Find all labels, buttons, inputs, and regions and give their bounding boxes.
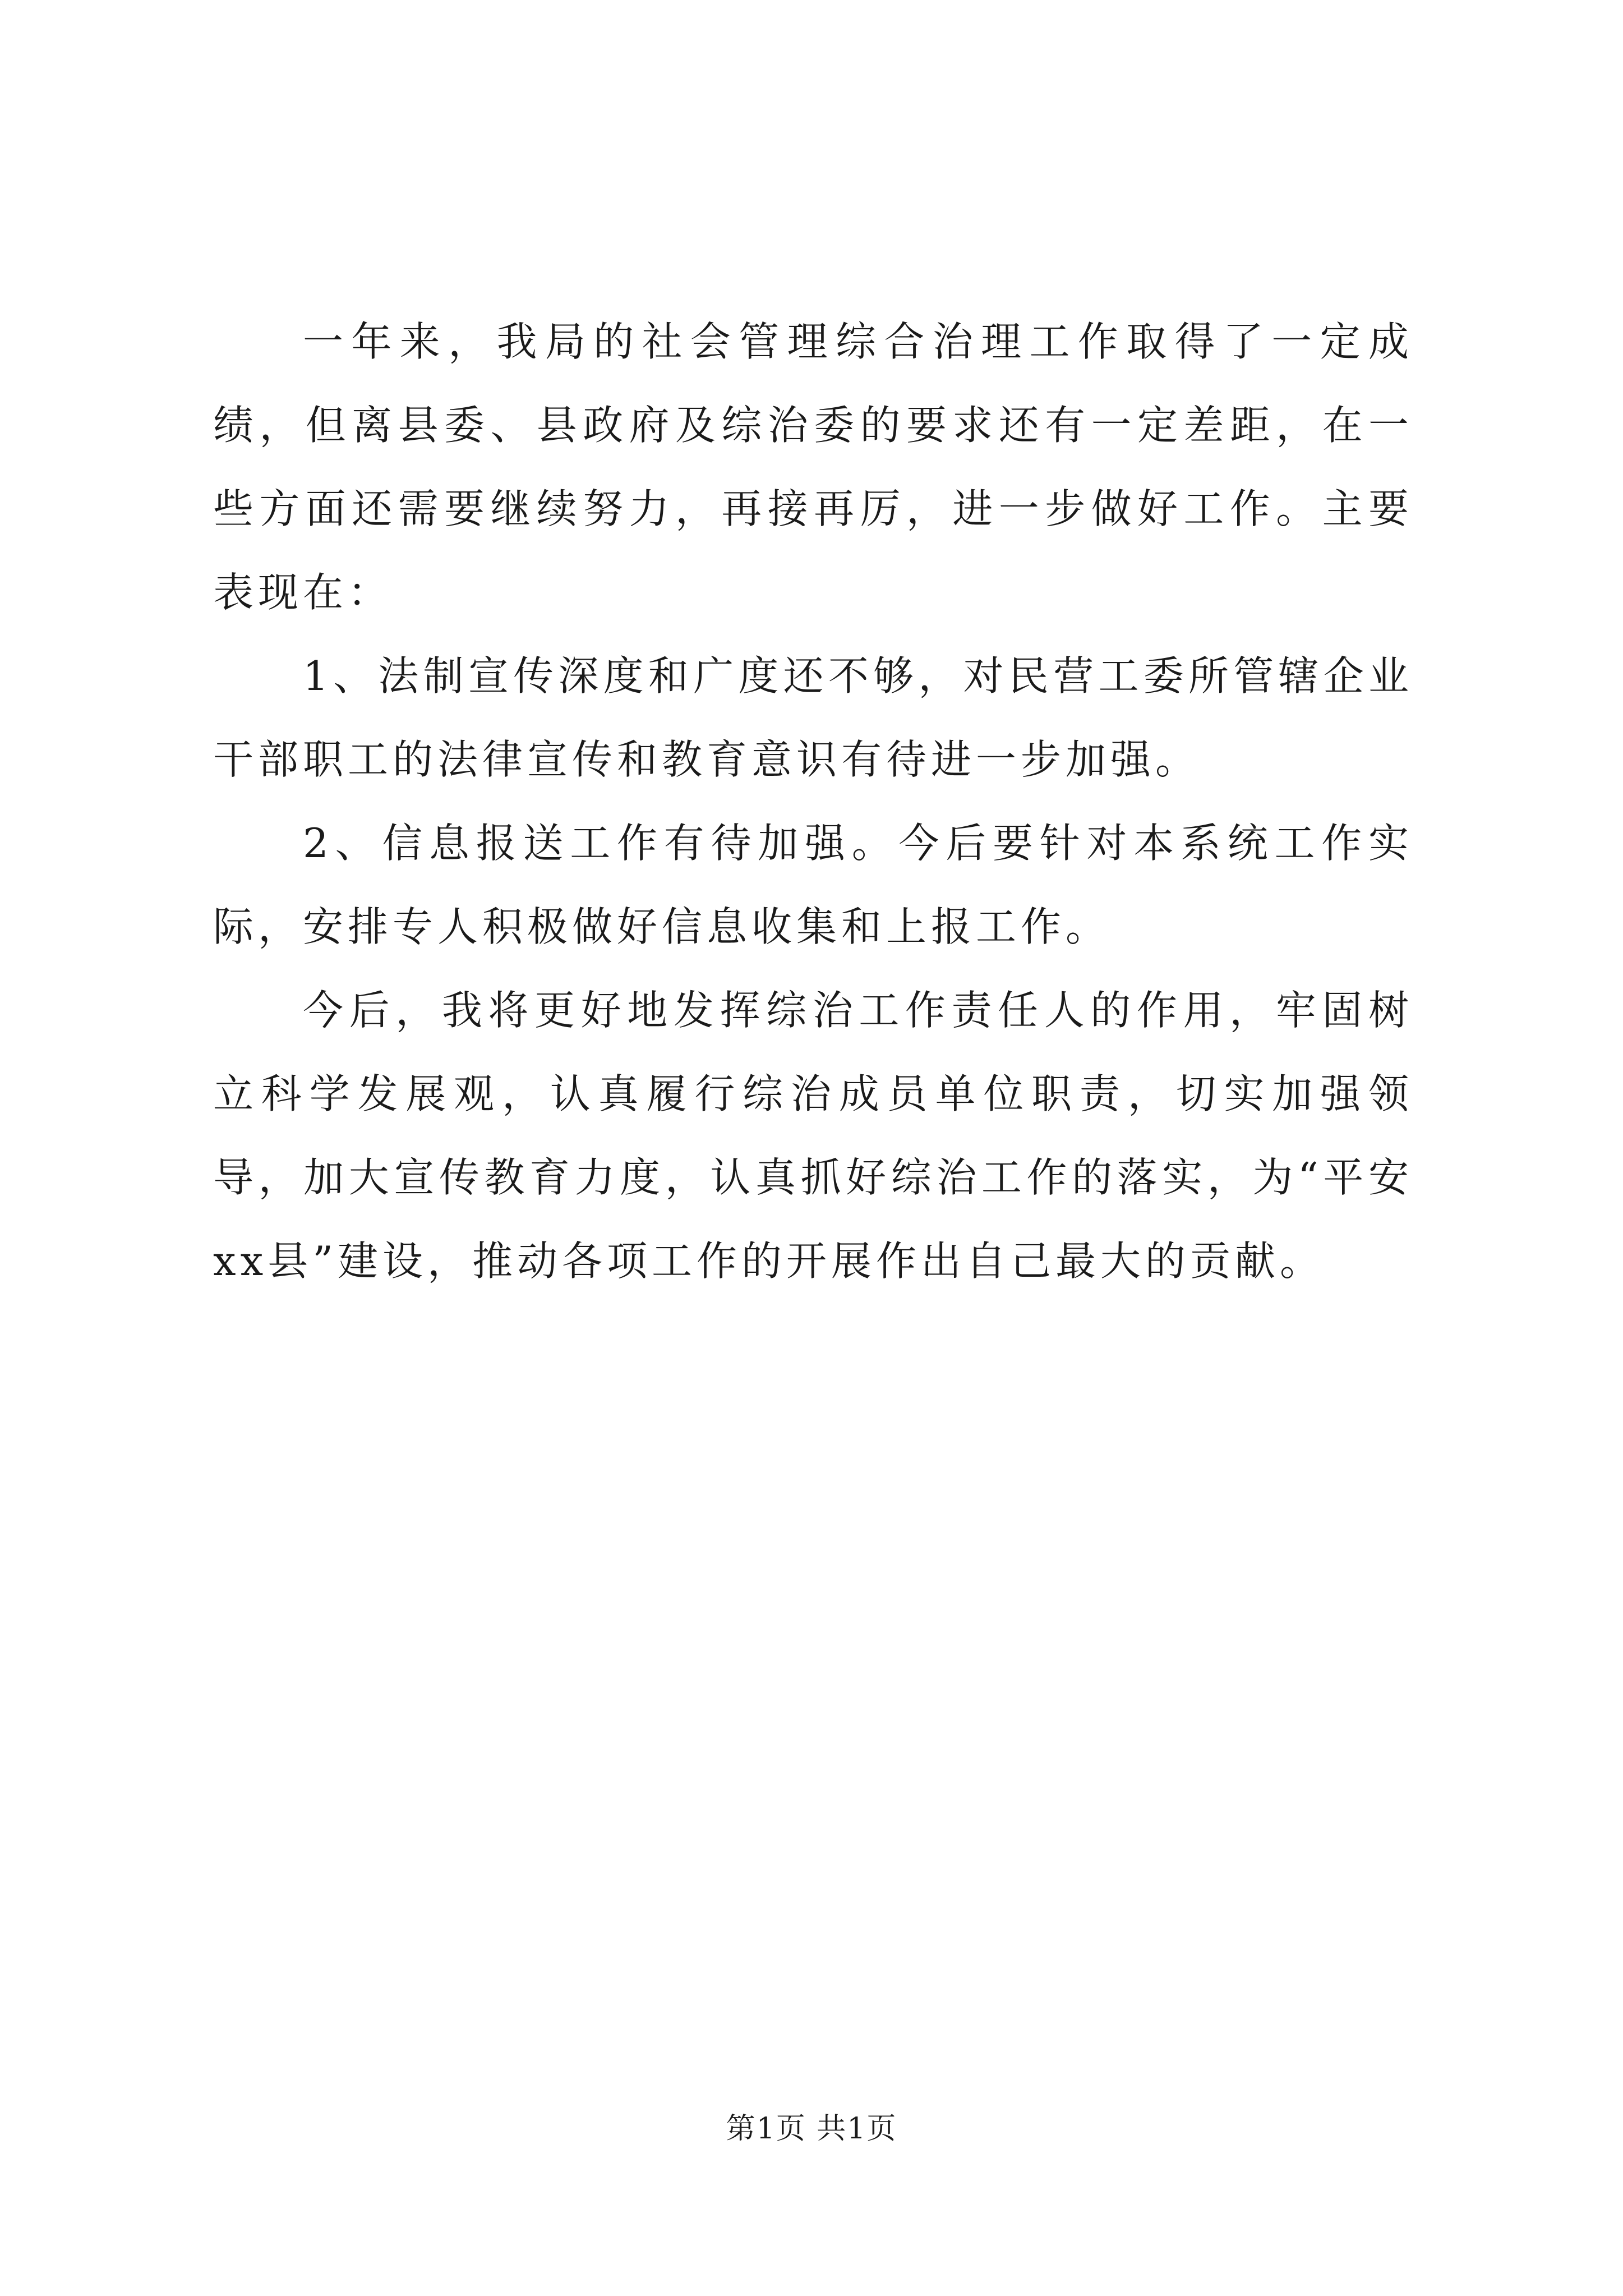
paragraph-conclusion: 今后，我将更好地发挥综治工作责任人的作用，牢固树立科学发展观，认真履行综治成员单位职责，切实加强领导，加大宣传教育力度，认真抓好综治工作的落实，为“平安xx县”建设，推动各项工作的开展作出自己最大的贡献。 — [213, 987, 1413, 1285]
paragraph-item-1: 1、法制宣传深度和广度还不够，对民营工委所管辖企业干部职工的法律宣传和教育意识有待进一步加强。 — [213, 652, 1413, 783]
page-number-indicator: 第1页 共1页 — [726, 2112, 897, 2146]
page-footer — [0, 2109, 1623, 2148]
document-body — [213, 300, 1413, 1303]
paragraph-summary: 一年来，我局的社会管理综合治理工作取得了一定成绩，但离县委、县政府及综治委的要求还有一定差距，在一些方面还需要继续努力，再接再厉，进一步做好工作。主要表现在： — [213, 318, 1413, 616]
paragraph-item-2: 2、信息报送工作有待加强。今后要针对本系统工作实际，安排专人积极做好信息收集和上报工作。 — [213, 820, 1413, 950]
